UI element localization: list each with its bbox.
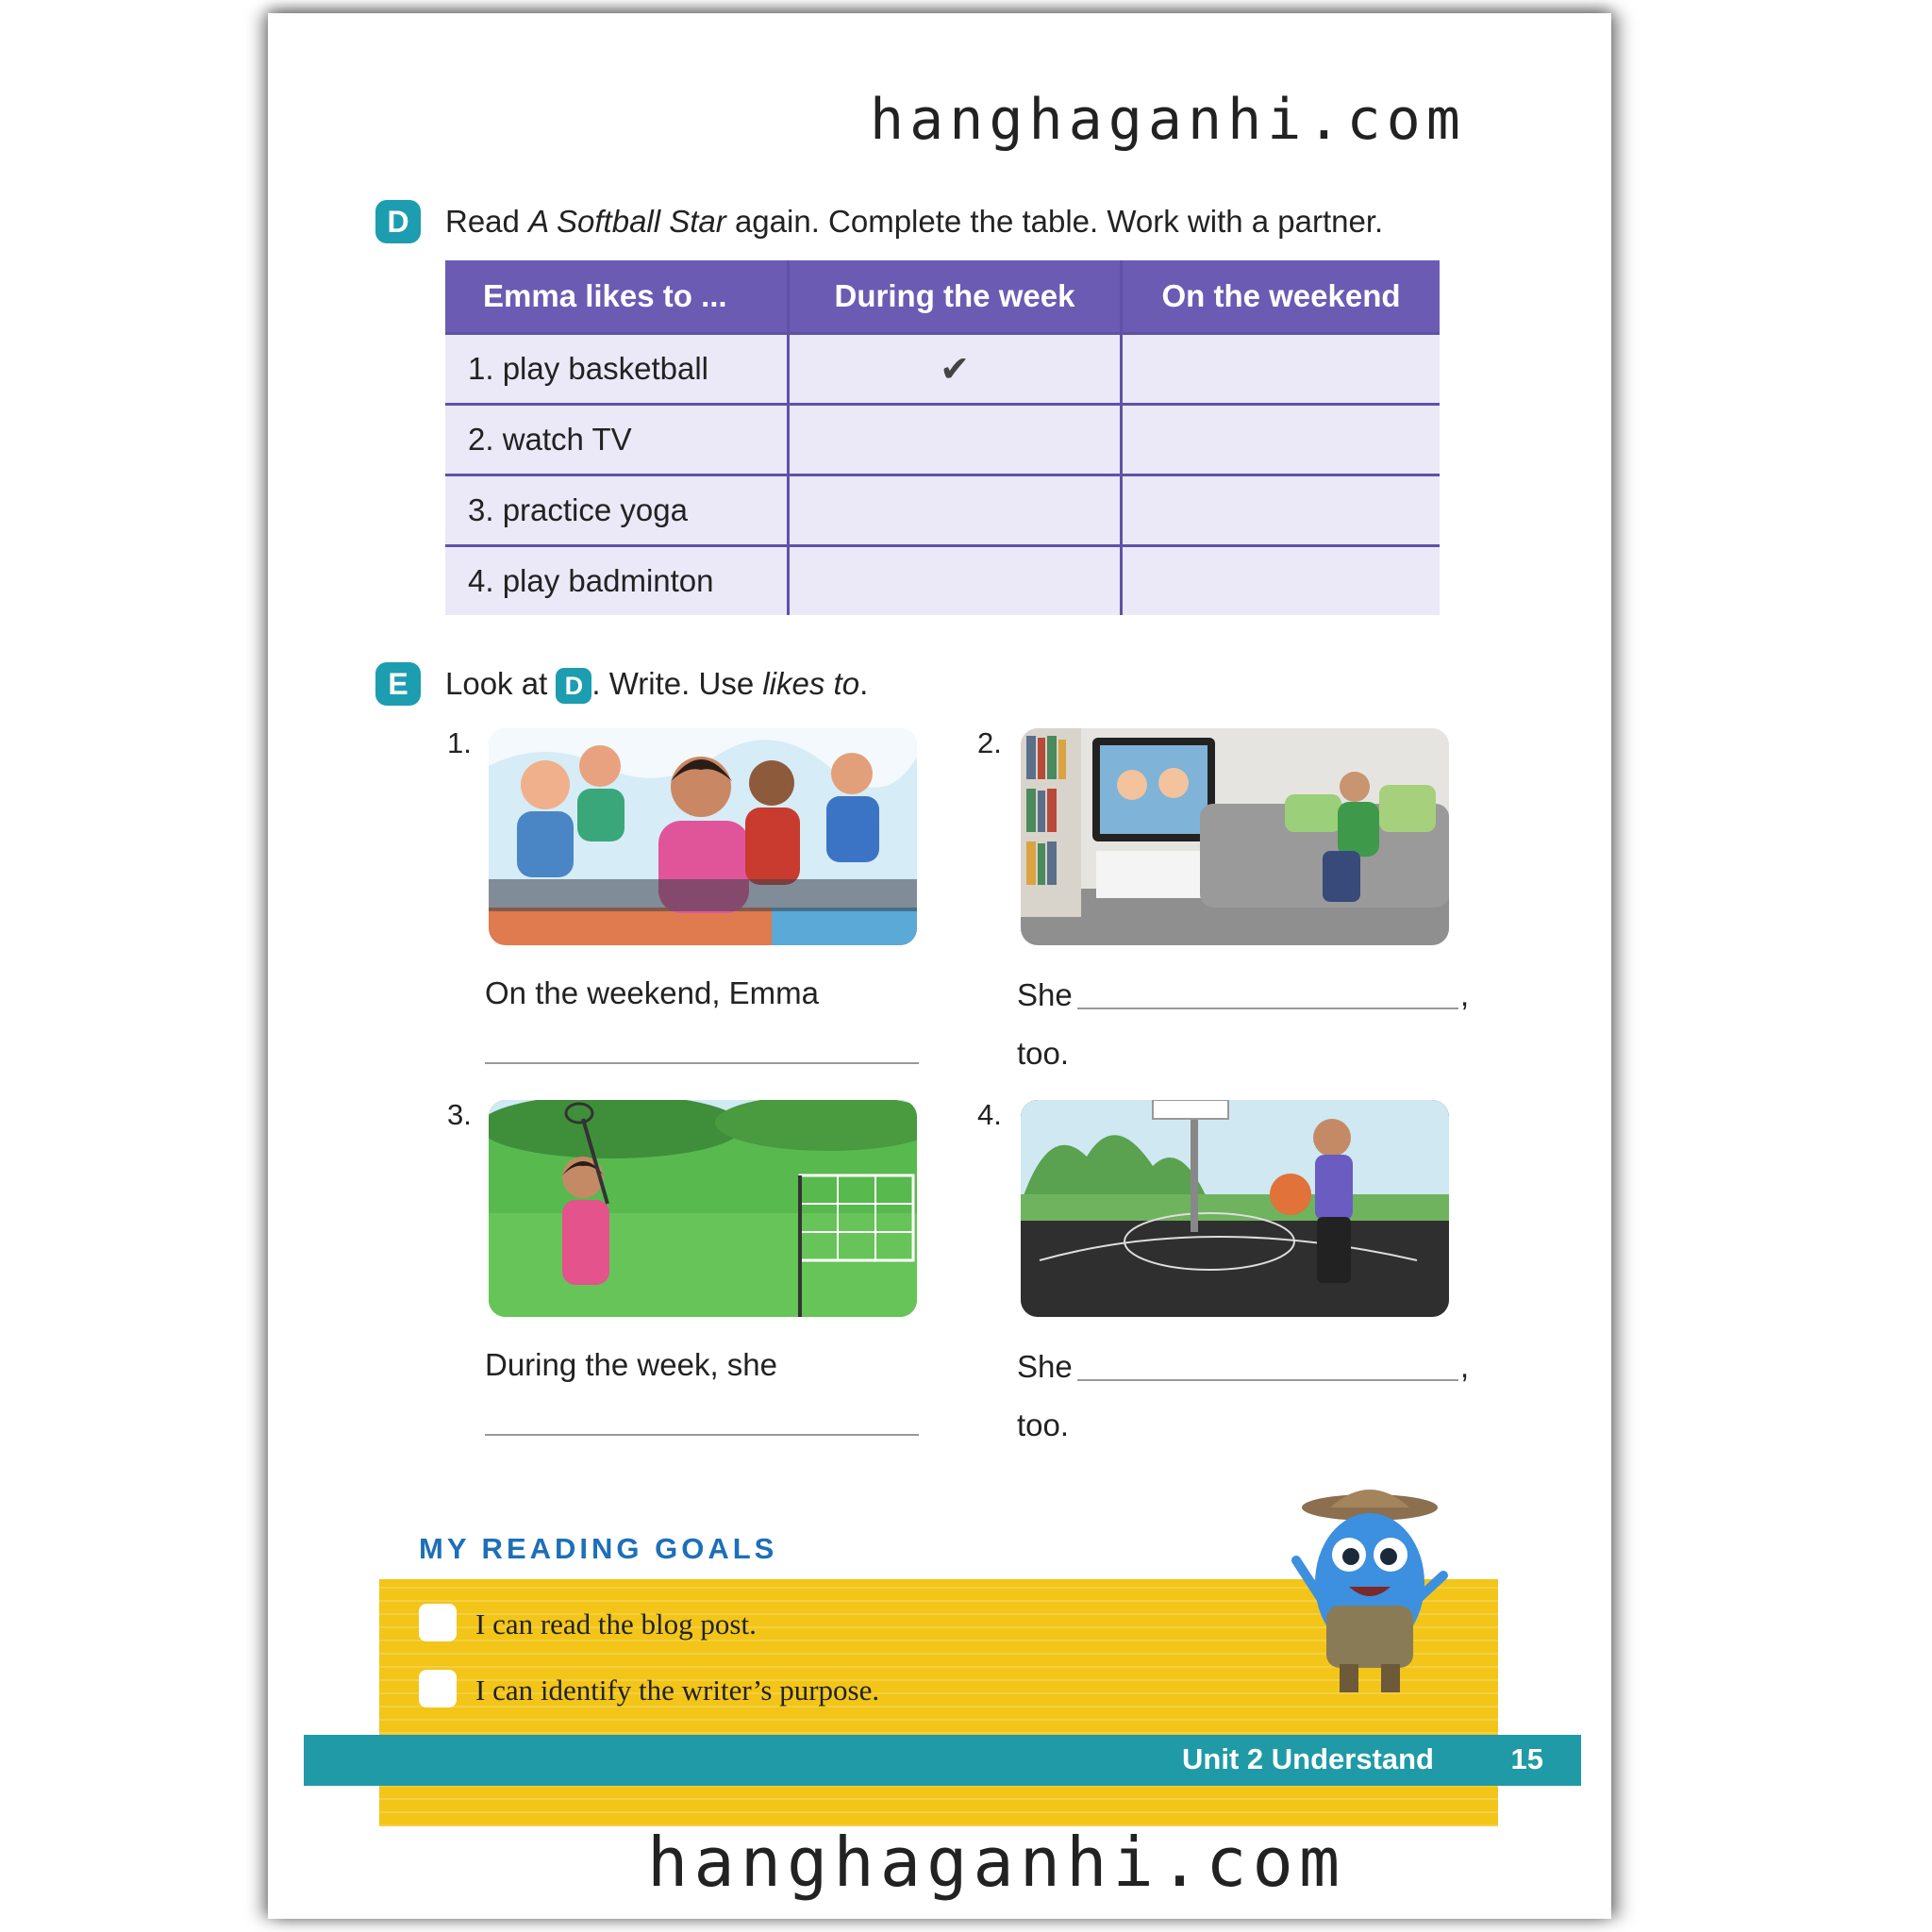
table-row — [445, 334, 1440, 405]
yoga-class-illustration — [489, 728, 917, 945]
item-caption: During the week, she — [485, 1347, 778, 1382]
week-cell[interactable]: ✔ — [789, 334, 1122, 405]
answer-line[interactable] — [485, 1062, 919, 1064]
goal-checkbox[interactable] — [419, 1604, 457, 1641]
watermark-bottom: hanghaganhi.com — [647, 1823, 1346, 1902]
item-number: 3. — [447, 1098, 472, 1131]
goal-text: I can identify the writer’s purpose. — [475, 1674, 880, 1707]
activity-cell: 2. watch TV — [445, 405, 789, 475]
basketball-illustration — [1021, 1100, 1449, 1317]
table-row — [445, 475, 1440, 546]
header-activity: Emma likes to ... — [445, 260, 789, 334]
section-d-instruction: Read A Softball Star again. Complete the table. Work with a partner. — [445, 204, 1384, 239]
mascot-character — [1283, 1485, 1453, 1711]
goals-title: MY READING GOALS — [419, 1532, 778, 1565]
section-d-badge: D — [375, 200, 421, 243]
week-cell[interactable] — [789, 405, 1122, 475]
header-on-weekend: On the weekend — [1122, 260, 1441, 334]
table-row — [445, 546, 1440, 616]
activities-table — [445, 260, 1440, 615]
activity-cell: 3. practice yoga — [445, 475, 789, 546]
footer-bar — [304, 1735, 1581, 1786]
table-row — [445, 405, 1440, 475]
item-number: 4. — [977, 1098, 1002, 1131]
item-caption: On the weekend, Emma — [485, 975, 820, 1010]
badminton-illustration — [489, 1100, 917, 1317]
item-number: 1. — [447, 726, 472, 759]
goal-checkbox[interactable] — [419, 1670, 457, 1707]
section-d-reference-badge: D — [556, 668, 591, 704]
answer-line[interactable] — [1077, 1379, 1458, 1381]
activity-cell: 4. play badminton — [445, 546, 789, 616]
item-second-line: too. — [1017, 1407, 1070, 1442]
section-e-badge: E — [375, 662, 421, 706]
goal-text: I can read the blog post. — [475, 1607, 757, 1641]
weekend-cell[interactable] — [1122, 546, 1441, 616]
line-comma: , — [1460, 977, 1470, 1012]
item-caption: She — [1017, 1349, 1073, 1384]
table-header-row — [445, 260, 1440, 334]
week-cell[interactable] — [789, 475, 1122, 546]
watermark-top: hanghaganhi.com — [870, 87, 1466, 153]
weekend-cell[interactable] — [1122, 334, 1441, 405]
week-cell[interactable] — [789, 546, 1122, 616]
footer-unit: Unit 2 Understand — [1182, 1742, 1434, 1775]
section-e-instruction: Look at D . Write. Use likes to. — [445, 666, 868, 704]
weekend-cell[interactable] — [1122, 405, 1441, 475]
answer-line[interactable] — [1077, 1008, 1458, 1009]
answer-line[interactable] — [485, 1434, 919, 1436]
header-during-week: During the week — [789, 260, 1122, 334]
weekend-cell[interactable] — [1122, 475, 1441, 546]
watching-tv-illustration — [1021, 728, 1449, 945]
item-number: 2. — [977, 726, 1002, 759]
page-number: 15 — [1510, 1742, 1543, 1775]
item-second-line: too. — [1017, 1036, 1070, 1071]
item-caption: She — [1017, 977, 1073, 1012]
activity-cell: 1. play basketball — [445, 334, 789, 405]
line-comma: , — [1460, 1349, 1470, 1384]
